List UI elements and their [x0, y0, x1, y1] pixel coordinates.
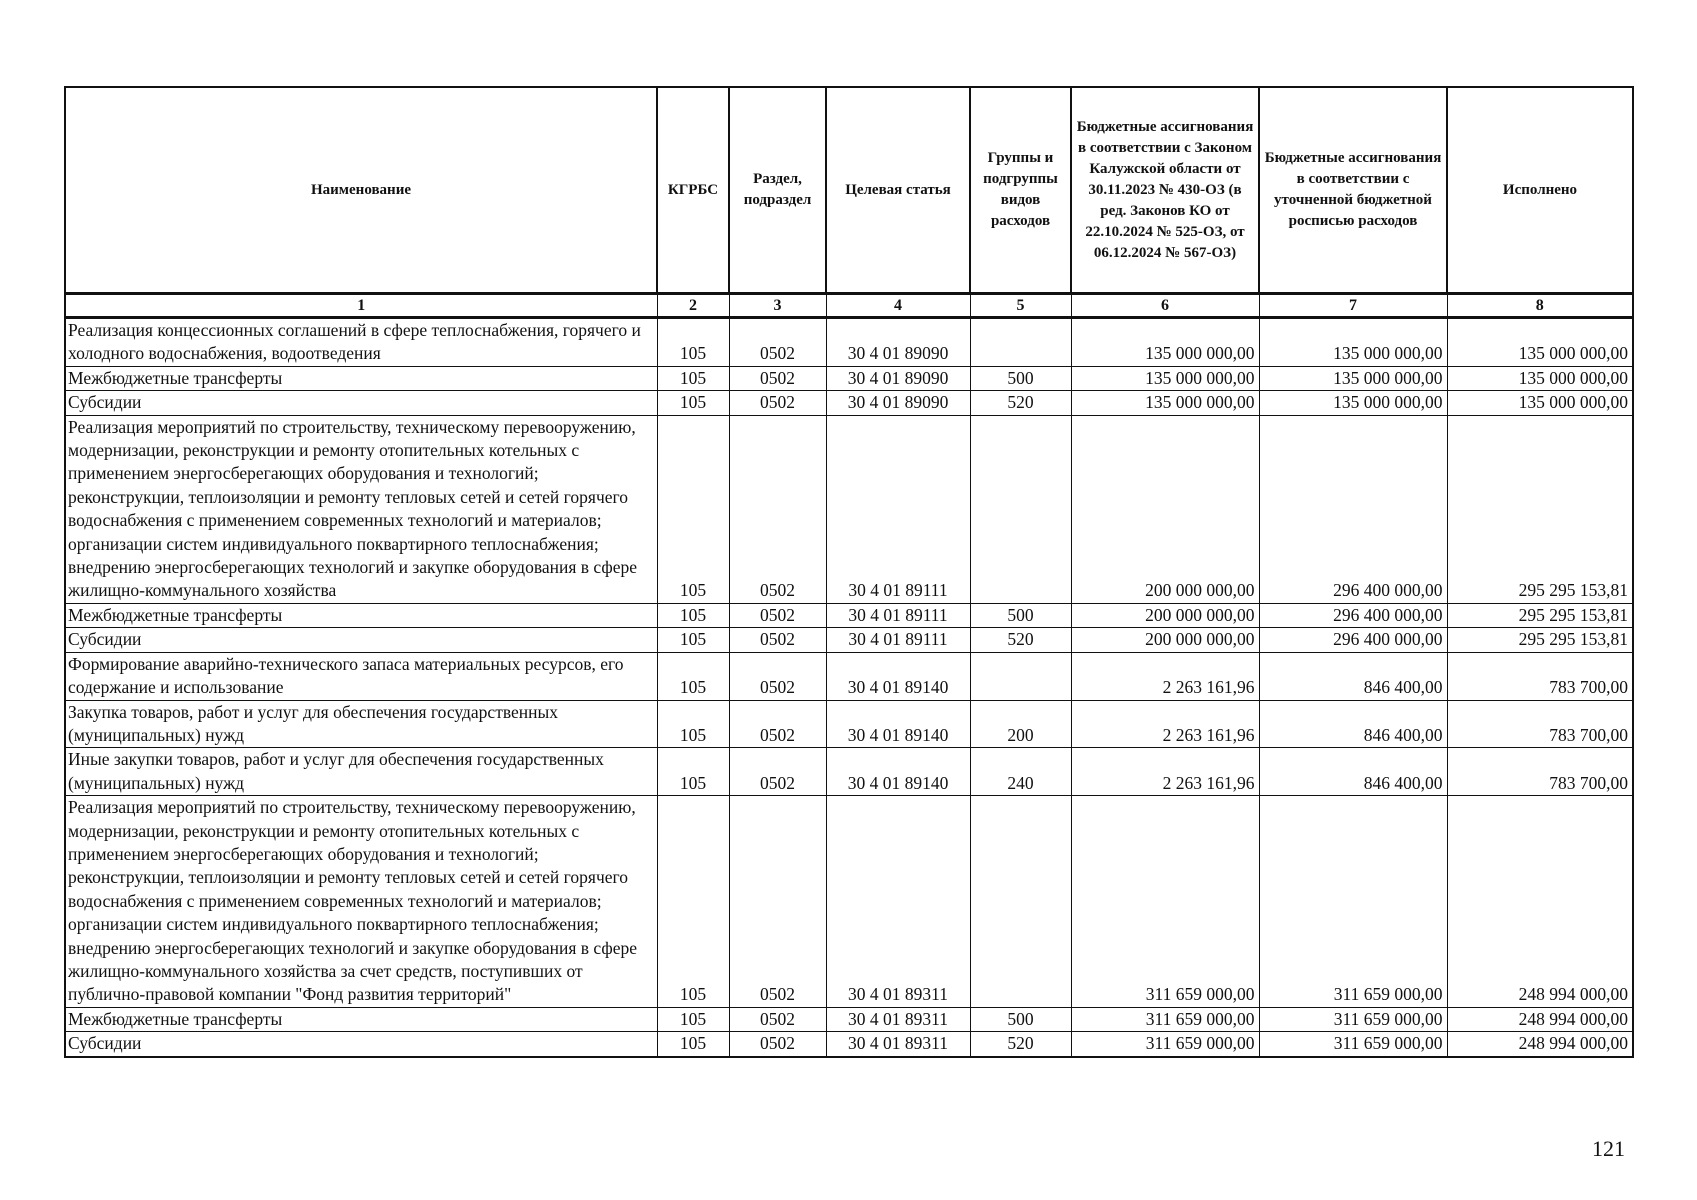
table-row: [65, 1032, 1633, 1057]
row-name: Реализация мероприятий по строительству, техническому перевооружению, модернизации, реконструкции и ремонту отопительных котельных с применением энергосберегающих оборудования и технологий; реконструкции, теплоизоляции и ремонту тепловых сетей и сетей горячего водоснабжения с применением современных технологий и материалов; организации систем индивидуального поквартирного теплоснабжения; внедрению энергосберегающих технологий и закупке оборудования в сфере жилищно-коммунального хозяйства за счет средств, поступивших от публично-правовой компании "Фонд развития территорий": [65, 796, 657, 1008]
row-target: 30 4 01 89090: [826, 391, 970, 415]
row-kgrbs: 105: [657, 628, 729, 652]
row-refined-amount: 135 000 000,00: [1259, 391, 1447, 415]
row-refined-amount: 135 000 000,00: [1259, 366, 1447, 390]
row-kgrbs: 105: [657, 700, 729, 748]
row-razdel: 0502: [729, 391, 826, 415]
row-target: 30 4 01 89111: [826, 415, 970, 603]
row-expense-group: [970, 796, 1071, 1008]
row-kgrbs: 105: [657, 415, 729, 603]
row-executed-amount: 783 700,00: [1447, 748, 1633, 796]
row-name: Субсидии: [65, 628, 657, 652]
row-refined-amount: 296 400 000,00: [1259, 628, 1447, 652]
row-law-amount: 200 000 000,00: [1071, 628, 1259, 652]
row-executed-amount: 295 295 153,81: [1447, 628, 1633, 652]
row-name: Формирование аварийно-технического запаса материальных ресурсов, его содержание и использование: [65, 652, 657, 700]
table-header-row: [65, 87, 1633, 294]
row-kgrbs: 105: [657, 652, 729, 700]
row-name: Межбюджетные трансферты: [65, 1007, 657, 1031]
row-target: 30 4 01 89311: [826, 796, 970, 1008]
row-expense-group: 500: [970, 1007, 1071, 1031]
row-target: 30 4 01 89090: [826, 366, 970, 390]
header-kgrbs: КГРБС: [657, 87, 729, 294]
row-expense-group: [970, 415, 1071, 603]
header-razdel: Раздел, подраздел: [729, 87, 826, 294]
row-law-amount: 311 659 000,00: [1071, 1032, 1259, 1057]
column-number: 3: [729, 294, 826, 318]
column-number: 4: [826, 294, 970, 318]
row-target: 30 4 01 89111: [826, 628, 970, 652]
table-row: [65, 796, 1633, 1008]
row-razdel: 0502: [729, 318, 826, 367]
row-target: 30 4 01 89140: [826, 652, 970, 700]
row-target: 30 4 01 89140: [826, 700, 970, 748]
row-name: Реализация концессионных соглашений в сфере теплоснабжения, горячего и холодного водоснабжения, водоотведения: [65, 318, 657, 367]
row-kgrbs: 105: [657, 1007, 729, 1031]
row-law-amount: 2 263 161,96: [1071, 700, 1259, 748]
row-law-amount: 311 659 000,00: [1071, 796, 1259, 1008]
row-executed-amount: 248 994 000,00: [1447, 1032, 1633, 1057]
row-refined-amount: 311 659 000,00: [1259, 796, 1447, 1008]
header-refined-allocations: Бюджетные ассигнования в соответствии с уточненной бюджетной росписью расходов: [1259, 87, 1447, 294]
column-number: 1: [65, 294, 657, 318]
row-razdel: 0502: [729, 1007, 826, 1031]
page-number: 121: [1592, 1136, 1625, 1161]
row-target: 30 4 01 89140: [826, 748, 970, 796]
document-page: [64, 86, 1632, 1058]
header-executed: Исполнено: [1447, 87, 1633, 294]
row-kgrbs: 105: [657, 1032, 729, 1057]
budget-table: [64, 86, 1634, 1058]
row-kgrbs: 105: [657, 748, 729, 796]
row-executed-amount: 783 700,00: [1447, 652, 1633, 700]
header-target: Целевая статья: [826, 87, 970, 294]
row-razdel: 0502: [729, 366, 826, 390]
row-kgrbs: 105: [657, 796, 729, 1008]
row-executed-amount: 295 295 153,81: [1447, 603, 1633, 627]
row-executed-amount: 135 000 000,00: [1447, 391, 1633, 415]
row-kgrbs: 105: [657, 366, 729, 390]
row-razdel: 0502: [729, 748, 826, 796]
table-row: [65, 628, 1633, 652]
row-razdel: 0502: [729, 652, 826, 700]
header-groups: Группы и подгруппы видов расходов: [970, 87, 1071, 294]
table-row: [65, 700, 1633, 748]
column-number: 5: [970, 294, 1071, 318]
column-number: 6: [1071, 294, 1259, 318]
table-row: [65, 652, 1633, 700]
table-row: [65, 1007, 1633, 1031]
table-row: [65, 415, 1633, 603]
row-razdel: 0502: [729, 415, 826, 603]
table-row: [65, 391, 1633, 415]
row-kgrbs: 105: [657, 391, 729, 415]
row-razdel: 0502: [729, 628, 826, 652]
row-name: Субсидии: [65, 391, 657, 415]
row-executed-amount: 135 000 000,00: [1447, 366, 1633, 390]
row-target: 30 4 01 89090: [826, 318, 970, 367]
row-refined-amount: 311 659 000,00: [1259, 1007, 1447, 1031]
row-name: Межбюджетные трансферты: [65, 603, 657, 627]
column-number: 2: [657, 294, 729, 318]
row-executed-amount: 295 295 153,81: [1447, 415, 1633, 603]
row-expense-group: 500: [970, 603, 1071, 627]
row-executed-amount: 135 000 000,00: [1447, 318, 1633, 367]
row-name: Межбюджетные трансферты: [65, 366, 657, 390]
header-name: Наименование: [65, 87, 657, 294]
row-law-amount: 135 000 000,00: [1071, 391, 1259, 415]
column-number-row: [65, 294, 1633, 318]
row-law-amount: 200 000 000,00: [1071, 603, 1259, 627]
row-law-amount: 311 659 000,00: [1071, 1007, 1259, 1031]
row-expense-group: 500: [970, 366, 1071, 390]
row-refined-amount: 846 400,00: [1259, 652, 1447, 700]
row-expense-group: 520: [970, 628, 1071, 652]
row-refined-amount: 846 400,00: [1259, 700, 1447, 748]
row-expense-group: [970, 652, 1071, 700]
row-executed-amount: 248 994 000,00: [1447, 1007, 1633, 1031]
row-name: Реализация мероприятий по строительству, техническому перевооружению, модернизации, реконструкции и ремонту отопительных котельных с применением энергосберегающих оборудования и технологий; реконструкции, теплоизоляции и ремонту тепловых сетей и сетей горячего водоснабжения с применением современных технологий и материалов; организации систем индивидуального поквартирного теплоснабжения; внедрению энергосберегающих технологий и закупке оборудования в сфере жилищно-коммунального хозяйства: [65, 415, 657, 603]
row-refined-amount: 296 400 000,00: [1259, 415, 1447, 603]
row-law-amount: 2 263 161,96: [1071, 748, 1259, 796]
row-executed-amount: 783 700,00: [1447, 700, 1633, 748]
row-target: 30 4 01 89311: [826, 1032, 970, 1057]
row-razdel: 0502: [729, 700, 826, 748]
row-kgrbs: 105: [657, 603, 729, 627]
row-refined-amount: 296 400 000,00: [1259, 603, 1447, 627]
row-refined-amount: 135 000 000,00: [1259, 318, 1447, 367]
row-razdel: 0502: [729, 603, 826, 627]
row-name: Субсидии: [65, 1032, 657, 1057]
row-expense-group: 200: [970, 700, 1071, 748]
row-law-amount: 135 000 000,00: [1071, 318, 1259, 367]
column-number: 7: [1259, 294, 1447, 318]
row-target: 30 4 01 89111: [826, 603, 970, 627]
table-row: [65, 603, 1633, 627]
row-law-amount: 200 000 000,00: [1071, 415, 1259, 603]
row-target: 30 4 01 89311: [826, 1007, 970, 1031]
column-number: 8: [1447, 294, 1633, 318]
row-law-amount: 135 000 000,00: [1071, 366, 1259, 390]
row-name: Иные закупки товаров, работ и услуг для обеспечения государственных (муниципальных) нужд: [65, 748, 657, 796]
row-expense-group: [970, 318, 1071, 367]
table-row: [65, 366, 1633, 390]
row-executed-amount: 248 994 000,00: [1447, 796, 1633, 1008]
row-name: Закупка товаров, работ и услуг для обеспечения государственных (муниципальных) нужд: [65, 700, 657, 748]
row-kgrbs: 105: [657, 318, 729, 367]
table-row: [65, 748, 1633, 796]
row-law-amount: 2 263 161,96: [1071, 652, 1259, 700]
header-law-allocations: Бюджетные ассигнования в соответствии с Законом Калужской области от 30.11.2023 № 430-ОЗ (в ред. Законов КО от 22.10.2024 № 525-ОЗ, от 06.12.2024 № 567-ОЗ): [1071, 87, 1259, 294]
row-razdel: 0502: [729, 796, 826, 1008]
row-refined-amount: 846 400,00: [1259, 748, 1447, 796]
row-expense-group: 520: [970, 1032, 1071, 1057]
row-refined-amount: 311 659 000,00: [1259, 1032, 1447, 1057]
row-razdel: 0502: [729, 1032, 826, 1057]
table-row: [65, 318, 1633, 367]
row-expense-group: 240: [970, 748, 1071, 796]
row-expense-group: 520: [970, 391, 1071, 415]
